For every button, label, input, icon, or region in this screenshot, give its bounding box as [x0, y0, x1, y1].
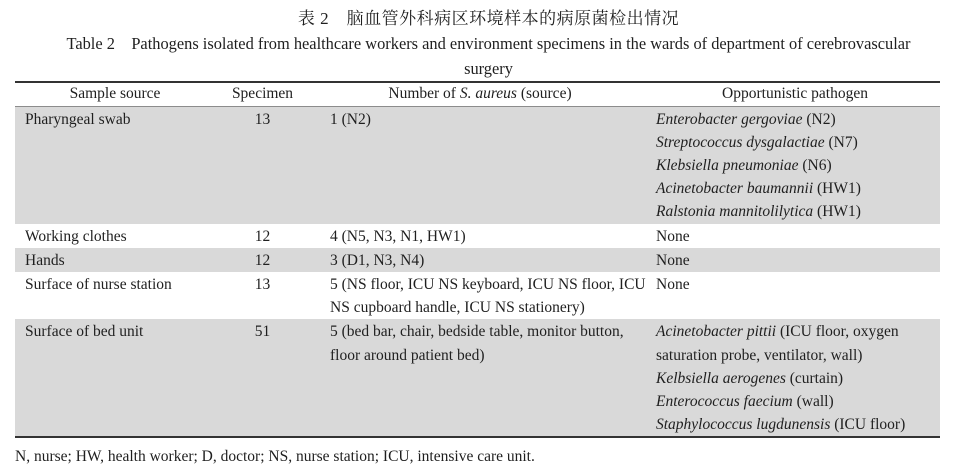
table-header-row — [15, 82, 940, 106]
specimen-count-cell: 13 — [254, 110, 271, 128]
opportunistic-pathogen-cell — [650, 319, 940, 437]
sample-source-cell: Working clothes — [25, 227, 127, 245]
pathogen-entry: Enterococcus faecium (wall) — [656, 392, 834, 410]
column-header-opportunistic-pathogen: Opportunistic pathogen — [650, 82, 940, 106]
s-aureus-count-cell: 5 (NS floor, ICU NS keyboard, ICU NS floor, ICU NS cupboard handle, ICU NS stationery) — [330, 275, 646, 317]
table-footnote: N, nurse; HW, health worker; D, doctor; NS, nurse station; ICU, intensive care unit. — [15, 448, 535, 466]
pathogens-table — [15, 81, 940, 438]
table-caption-chinese: 表 2 脑血管外科病区环境样本的病原菌检出情况 — [297, 9, 680, 28]
pathogen-entry: None — [656, 227, 690, 245]
pathogen-entry: Enterobacter gergoviae (N2) — [656, 110, 836, 128]
opportunistic-pathogen-cell — [650, 224, 940, 248]
specimen-count-cell: 51 — [254, 323, 271, 341]
s-aureus-count-cell: 4 (N5, N3, N1, HW1) — [330, 227, 466, 245]
sample-source-cell: Pharyngeal swab — [25, 110, 131, 128]
column-header-s-aureus: Number of S. aureus (source) — [310, 82, 650, 106]
table-row-pharyngeal-swab — [15, 106, 940, 224]
sample-source-cell: Hands — [25, 251, 65, 269]
opportunistic-pathogen-cell — [650, 106, 940, 224]
pathogen-entry: None — [656, 275, 690, 293]
specimen-count-cell: 12 — [254, 251, 271, 269]
specimen-count-cell: 13 — [254, 275, 271, 293]
pathogen-entry: Klebsiella pneumoniae (N6) — [656, 156, 832, 174]
s-aureus-count-cell: 3 (D1, N3, N4) — [330, 251, 425, 269]
pathogen-entry: Ralstonia mannitolilytica (HW1) — [656, 203, 861, 221]
table-row-hands — [15, 248, 940, 272]
pathogen-entry: Staphylococcus lugdunensis (ICU floor) — [656, 416, 906, 434]
sample-source-cell: Surface of nurse station — [25, 275, 172, 293]
table-row-bed-unit — [15, 319, 940, 437]
pathogen-entry: None — [656, 251, 690, 269]
table-caption-english-line2: surgery — [464, 59, 513, 78]
column-header-specimen: Specimen — [215, 82, 310, 106]
pathogen-entry: Streptococcus dysgalactiae (N7) — [656, 133, 858, 151]
specimen-count-cell: 12 — [254, 227, 271, 245]
pathogen-entry: Kelbsiella aerogenes (curtain) — [656, 369, 844, 387]
pathogen-entry: Acinetobacter baumannii (HW1) — [656, 180, 861, 198]
table-row-working-clothes — [15, 224, 940, 248]
column-header-sample-source: Sample source — [15, 82, 215, 106]
sample-source-cell: Surface of bed unit — [25, 323, 144, 341]
table-row-nurse-station — [15, 272, 940, 319]
table-caption-english-line1: Table 2 Pathogens isolated from healthcare workers and environment specimens in the wards of department of cerebrovascular — [66, 34, 911, 53]
opportunistic-pathogen-cell — [650, 272, 940, 319]
s-aureus-count-cell: 5 (bed bar, chair, bedside table, monitor button, floor around patient bed) — [330, 323, 624, 364]
s-aureus-count-cell: 1 (N2) — [330, 110, 371, 128]
pathogen-entry: Acinetobacter pittii (ICU floor, oxygen saturation probe, ventilator, wall) — [656, 323, 899, 364]
opportunistic-pathogen-cell — [650, 248, 940, 272]
